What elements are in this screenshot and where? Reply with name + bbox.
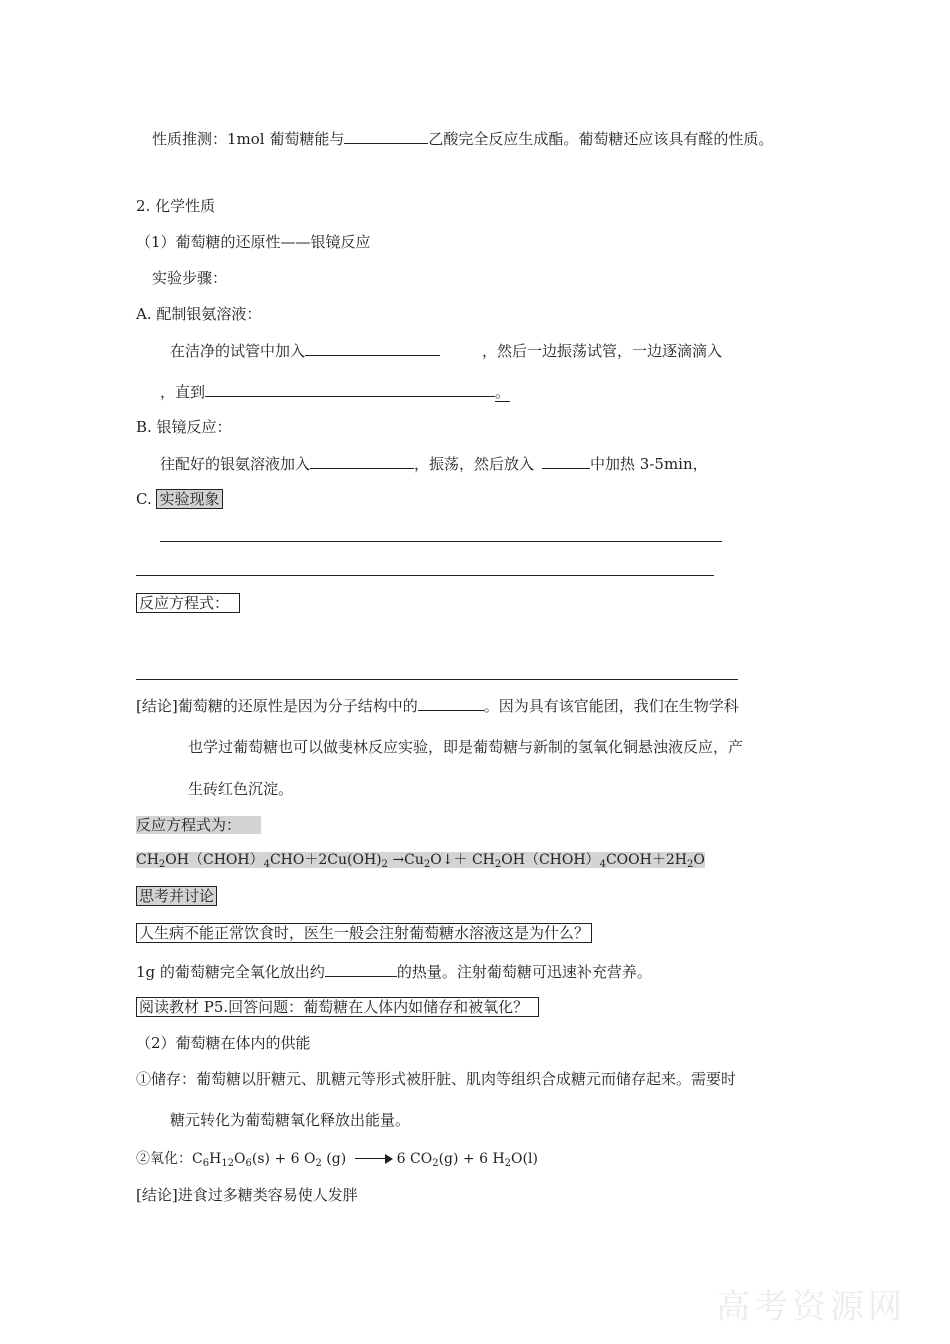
oxidation-equation: ②氧化：$C_6H_{12}O_6(s) + 6$ $O_2$ (g) 6 $CO_2(g) + 6$ $H_2O(l)$	[136, 1151, 538, 1169]
equation-for-label	[136, 814, 261, 836]
answer-blank[interactable]	[542, 452, 590, 469]
answer-line[interactable]	[136, 679, 738, 680]
fehling-equation	[136, 849, 705, 876]
conclusion-line1	[136, 694, 739, 717]
storage-line2: 糖元转化为葡萄糖氧化释放出能量。	[170, 1111, 411, 1129]
conclusion-line2: 也学过葡萄糖也可以做斐林反应实验，即是葡萄糖与新制的氢氧化铜悬浊液反应，产	[188, 738, 744, 756]
text: 。因为具有该官能团，我们在生物学科	[483, 697, 739, 715]
text: 乙酸完全反应生成酯。葡萄糖还应该具有醛的性质。	[428, 130, 774, 148]
answer-blank[interactable]	[418, 694, 484, 711]
question-line	[136, 922, 592, 944]
step-a-line2	[160, 380, 510, 403]
think-discuss-label	[136, 885, 217, 907]
text: 往配好的银氨溶液加入	[160, 455, 311, 473]
answer-blank[interactable]	[344, 127, 428, 144]
answer-line[interactable]	[160, 541, 722, 542]
step-c-heading	[136, 488, 223, 510]
text: 中加热 3-5min，	[590, 455, 708, 473]
answer-blank[interactable]	[205, 380, 495, 397]
step-a-heading: A. 配制银氨溶液：	[136, 305, 262, 323]
steps-label: 实验步骤：	[152, 269, 228, 287]
equation-for-text: 反应方程式为：	[136, 816, 261, 834]
equation-label	[136, 592, 240, 614]
storage-line1: ①储存：葡萄糖以肝糖元、肌糖元等形式被肝脏、肌肉等组织合成糖元而储存起来。需要时	[136, 1070, 737, 1088]
text: 在洁净的试管中加入	[170, 342, 306, 360]
step-b-line	[160, 452, 708, 475]
reading-task-text: 阅读教材 P5.回答问题：葡萄糖在人体内如储存和被氧化？	[136, 997, 539, 1017]
watermark-logo: 高考资源网	[716, 1287, 906, 1327]
text: 性质推测：1mol 葡萄糖能与	[152, 130, 345, 148]
conclusion-line3: 生砖红色沉淀。	[188, 780, 294, 798]
subsection-heading: （1）葡萄糖的还原性——银镜反应	[136, 233, 371, 251]
text: ，直到	[160, 383, 206, 401]
reading-task-line	[136, 996, 539, 1018]
reaction-arrow-icon	[355, 1154, 393, 1164]
text: ，然后一边振荡试管，一边逐滴滴入	[482, 342, 723, 360]
step-b-heading: B. 银镜反应：	[136, 418, 232, 436]
text: 的热量。注射葡萄糖可迅速补充营养。	[396, 963, 652, 981]
answer-blank[interactable]	[310, 452, 414, 469]
section-heading: 2. 化学性质	[136, 197, 216, 215]
text: 。	[495, 383, 511, 401]
answer-line[interactable]	[136, 575, 714, 576]
question-text: 人生病不能正常饮食时，医生一般会注射葡萄糖水溶液这是为什么？	[136, 923, 592, 943]
heat-line	[136, 960, 652, 983]
text: ，振荡，然后放入	[414, 455, 535, 473]
energy-subheading: （2）葡萄糖在体内的供能	[136, 1034, 311, 1052]
answer-blank[interactable]	[305, 339, 440, 356]
text: 1g 的葡萄糖完全氧化放出约	[136, 963, 325, 981]
answer-blank[interactable]	[325, 960, 397, 977]
step-a-line1	[170, 339, 722, 362]
text: [结论]葡萄糖的还原性是因为分子结构中的	[136, 697, 418, 715]
think-discuss-text: 思考并讨论	[136, 886, 217, 906]
text: C.	[136, 490, 157, 508]
phenomenon-label: 实验现象	[156, 489, 222, 509]
equation-text: $CH_2OH(CHOH)_4CHO+2Cu(OH)_2$ $\to Cu_2O↓+$ $CH_2OH(CHOH)_4COOH+2H_2O$	[136, 852, 705, 870]
property-inference-line	[152, 127, 773, 150]
final-conclusion: [结论]进食过多糖类容易使人发胖	[136, 1186, 358, 1204]
equation-label-text: 反应方程式：	[136, 593, 240, 613]
